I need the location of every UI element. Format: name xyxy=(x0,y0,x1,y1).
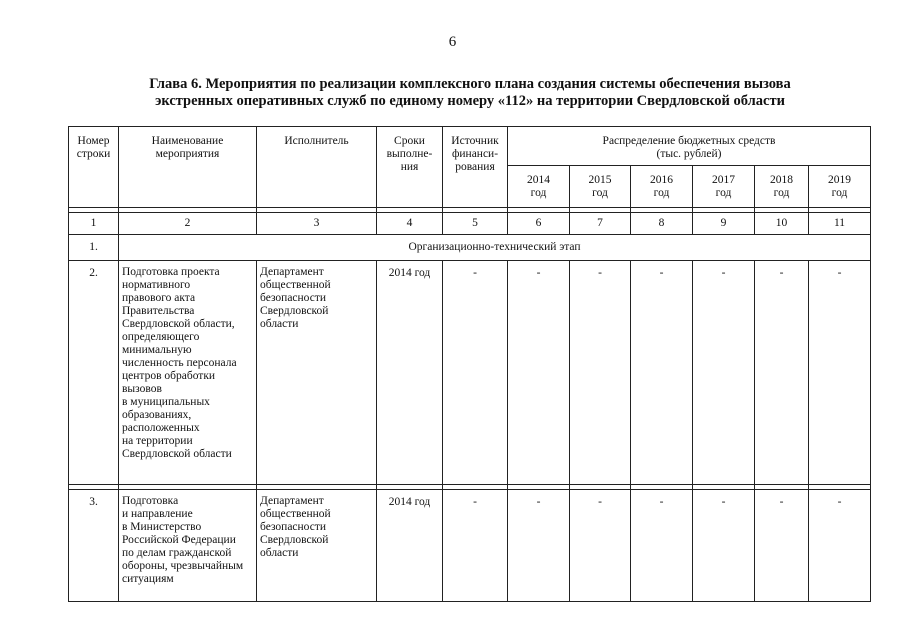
section-title: Организационно-технический этап xyxy=(119,235,871,261)
header-name: Наименование мероприятия xyxy=(119,127,257,208)
header-row xyxy=(69,127,871,166)
column-numbers-row xyxy=(69,213,871,235)
header-year: 2015 год xyxy=(570,166,631,208)
row-number: 1. xyxy=(69,235,119,261)
source: - xyxy=(443,261,508,485)
column-number: 8 xyxy=(631,213,693,235)
title-line-2: экстренных оперативных служб по единому номеру «112» на территории Свердловской области xyxy=(155,93,785,109)
executor: Департамент общественной безопасности Свердловской области xyxy=(257,261,377,485)
column-number: 3 xyxy=(257,213,377,235)
budget-value: - xyxy=(570,261,631,485)
budget-value: - xyxy=(508,261,570,485)
column-number: 5 xyxy=(443,213,508,235)
term: 2014 год xyxy=(377,490,443,602)
table-row xyxy=(69,235,871,261)
column-number: 4 xyxy=(377,213,443,235)
budget-value: - xyxy=(508,490,570,602)
column-number: 6 xyxy=(508,213,570,235)
executor: Департамент общественной безопасности Свердловской области xyxy=(257,490,377,602)
budget-value: - xyxy=(755,261,809,485)
term: 2014 год xyxy=(377,261,443,485)
budget-value: - xyxy=(693,490,755,602)
measure-name: Подготовка проекта нормативного правового акта Правительства Свердловской области, определяющего минимальную численность персонала центров обработки вызовов в муниципальных образованиях, расположенных на территории Свердловской области xyxy=(119,261,257,485)
header-source: Источник финанси- рования xyxy=(443,127,508,208)
column-number: 11 xyxy=(809,213,871,235)
header-year: 2016 год xyxy=(631,166,693,208)
budget-value: - xyxy=(570,490,631,602)
budget-value: - xyxy=(631,490,693,602)
row-number: 2. xyxy=(69,261,119,485)
header-year: 2019 год xyxy=(809,166,871,208)
table-row xyxy=(69,261,871,485)
column-number: 9 xyxy=(693,213,755,235)
column-number: 7 xyxy=(570,213,631,235)
column-number: 1 xyxy=(69,213,119,235)
measures-table xyxy=(68,126,871,602)
header-row-number: Номер строки xyxy=(69,127,119,208)
row-number: 3. xyxy=(69,490,119,602)
page-number: 6 xyxy=(448,34,457,50)
budget-value: - xyxy=(809,261,871,485)
page-title xyxy=(60,76,880,110)
table-row xyxy=(69,490,871,602)
header-terms: Сроки выполне- ния xyxy=(377,127,443,208)
budget-value: - xyxy=(755,490,809,602)
header-executor: Исполнитель xyxy=(257,127,377,208)
header-year: 2014 год xyxy=(508,166,570,208)
column-number: 10 xyxy=(755,213,809,235)
budget-value: - xyxy=(809,490,871,602)
measure-name: Подготовка и направление в Министерство Российской Федерации по делам гражданской обороны, чрезвычайным ситуациям xyxy=(119,490,257,602)
title-line-1: Глава 6. Мероприятия по реализации комплексного плана создания системы обеспечения вызова xyxy=(149,76,791,92)
source: - xyxy=(443,490,508,602)
header-year: 2017 год xyxy=(693,166,755,208)
budget-value: - xyxy=(693,261,755,485)
column-number: 2 xyxy=(119,213,257,235)
header-budget: Распределение бюджетных средств (тыс. рублей) xyxy=(508,127,871,166)
budget-value: - xyxy=(631,261,693,485)
header-year: 2018 год xyxy=(755,166,809,208)
